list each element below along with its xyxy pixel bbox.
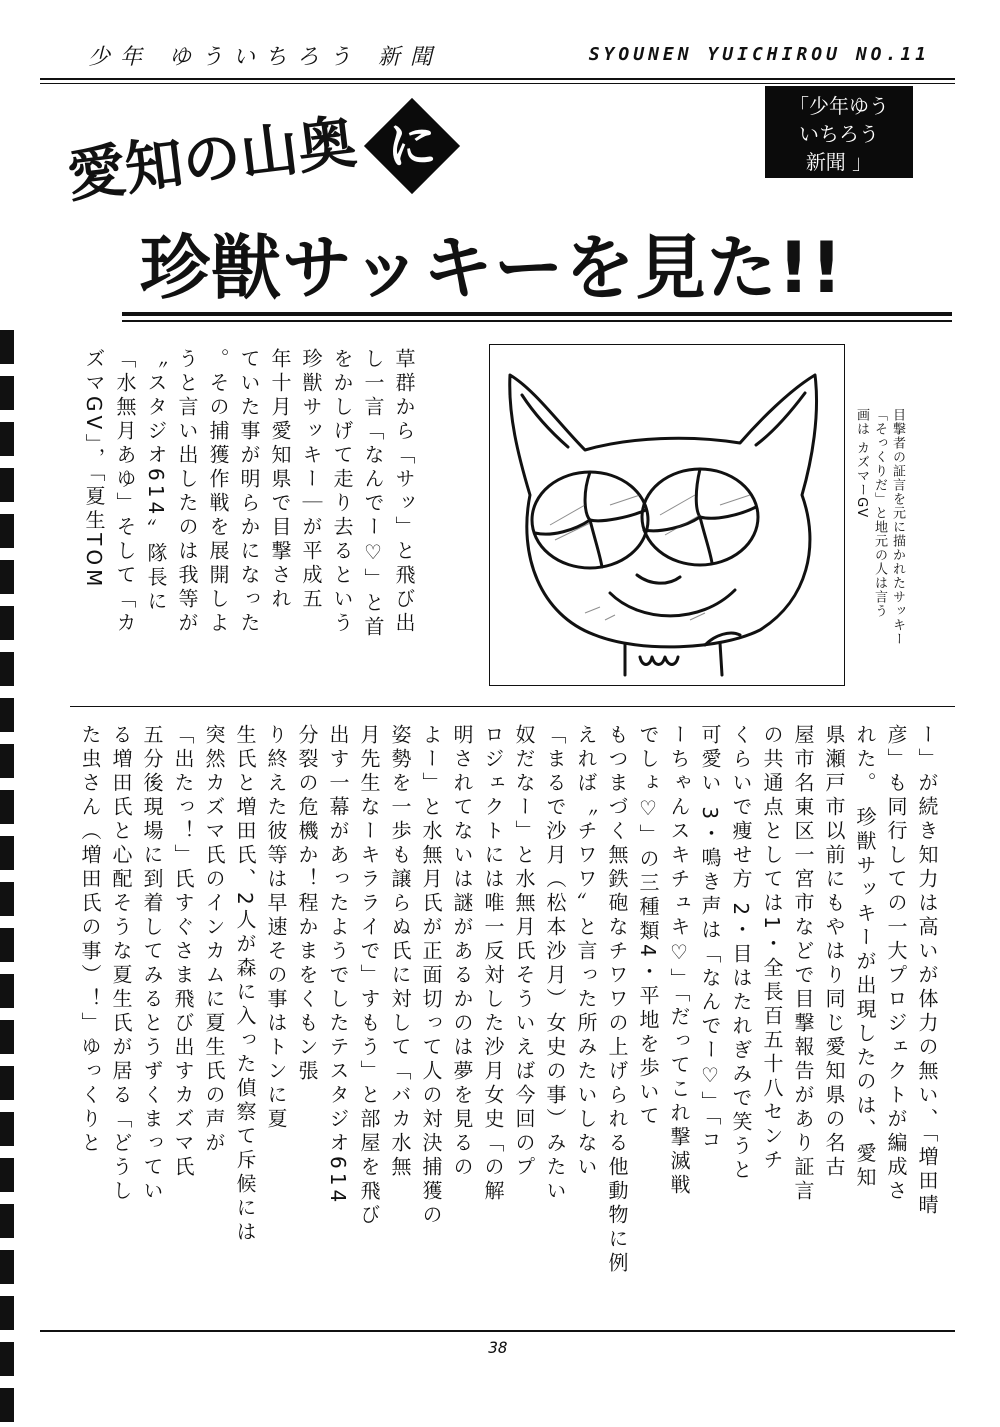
article-top-text: 草群から「サッ」と飛び出 し一言「なんでー♡」と首 をかしげて走り去るという 珍獣サッキー｜が平成五 年十月愛知県で目撃され ていた事が明らかになった 。その捕獲作戦を展開しよ うと言い出したのは我等が 〝スタジオ614〟隊長に 「水無月あゆ」そして「カ ズマGV」，「夏生TOM	[82, 348, 416, 640]
headline-line2: 珍獣サッキーを見た!!	[140, 227, 844, 309]
illustration-caption: 目撃者の証言を元に描かれたサッキー 「そっくりだ」と地元の人は言う 画は カズマーGV	[854, 408, 905, 646]
footer-rule	[40, 1330, 955, 1332]
page-number: 38	[488, 1338, 508, 1357]
section-divider	[70, 706, 955, 707]
headline-rule	[122, 312, 952, 316]
header-rule-thin	[40, 83, 955, 84]
article-bottom-text: ー」が続き知力は高いが体力の無い、「増田晴 彦」も同行しての一大プロジェクトが編成さ れた。 珍獣サッキーが出現したのは、愛知 県瀬戸市以前にもやはり同じ愛知県の名古 屋市名東区一宮市などで目撃報告があり証言 の共通点としては1・全長百五十八センチ くらいで痩せ方 2・目はたれぎみで笑うと 可愛い 3・鳴き声は「なんでー♡」「コ ーちゃんスキチュキ♡」「だってこれ撃滅戦 でしょ♡」の三種類4・平地を歩いて もつまづく無鉄砲なチワワの上げられる他動物に例 えれば〝チワワ〟と言った所みたいしない 「まるで沙月（松本沙月）女史の事）みたい 奴だなー」と水無月氏そういえば今回のプ ロジェクトには唯一反対した沙月女史「の解 明されてないは謎があるかのは夢を見るの よー」と水無月氏が正面切って人の対決捕獲の 姿勢を一歩も譲らぬ氏に対して「バカ水無 月先生なーキラライで」すもう」と部屋を飛び 出す一幕があったようでしたテスタジオ614 分裂の危機か！程かまをくもン張 り終えた彼等は早速その事はトンに夏 生氏と増田氏、2人が森に入った偵察て斥候には 突然カズマ氏のインカムに夏生氏の声が 「出たっ！」氏すぐさま飛び出すカズマ氏 五分後現場に到着してみるとうずくまってい る増田氏と心配そうな夏生氏が居る「どうし た虫さん（増田氏の事）！」ゆっくりと	[78, 724, 939, 1276]
binding-edge	[0, 330, 14, 1427]
cat-creature-drawing-icon	[490, 345, 843, 684]
headline-line1: 愛知の山奥	[63, 107, 360, 211]
headline-rule-thin	[122, 320, 952, 322]
header-title: 少年 ゆういちろう 新聞	[88, 45, 442, 70]
header-rule	[40, 78, 955, 80]
newspaper-label-box: 「少年ゆう いちろう 新聞 」	[765, 86, 913, 178]
header-issue: SYOUNEN YUICHIROU NO.11	[588, 44, 930, 65]
headline-particle: に	[387, 116, 437, 175]
illustration-frame	[489, 344, 845, 686]
